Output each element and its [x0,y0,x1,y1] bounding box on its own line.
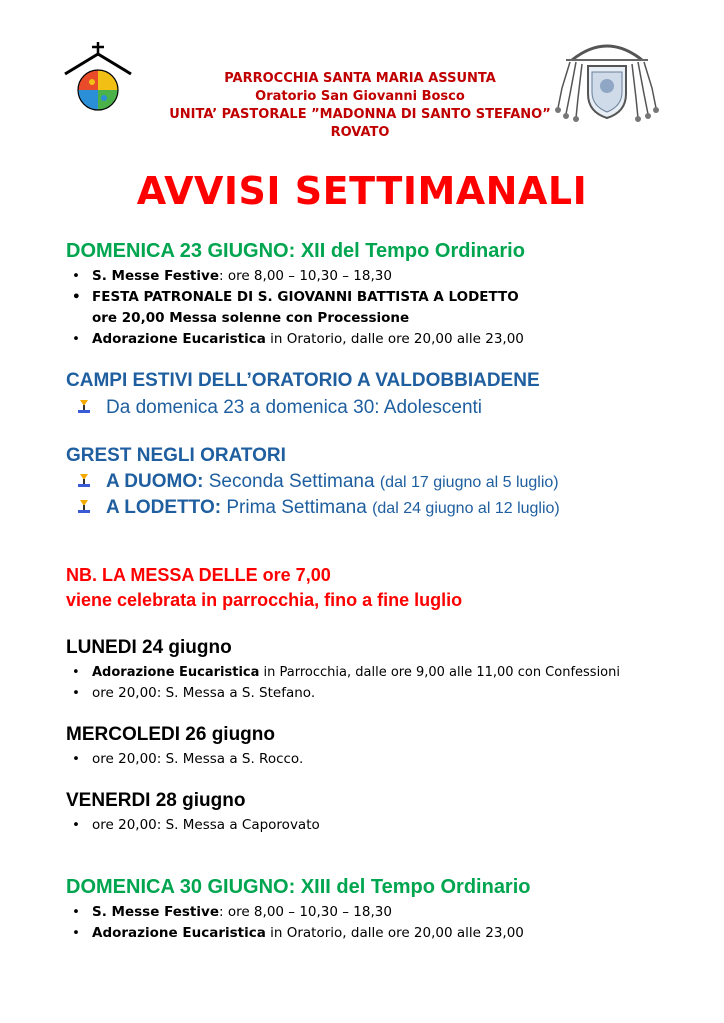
page-title: AVVISI SETTIMANALI [136,169,588,213]
grest-item-lodetto: A LODETTO: Prima Settimana (dal 24 giugno al 12 luglio) [76,495,560,522]
list-item: • S. Messe Festive: ore 8,00 – 10,30 – 18,30 [66,266,524,287]
venerdi-list [66,815,320,836]
list-item: • Adorazione Eucaristica in Oratorio, dalle ore 20,00 alle 23,00 [66,329,524,350]
town-name: ROVATO [330,125,390,140]
sunday-23-heading: DOMENICA 23 GIUGNO: XII del Tempo Ordinario [66,240,525,262]
grest-heading: GREST NEGLI ORATORI [66,445,286,466]
sunday-30-heading: DOMENICA 30 GIUGNO: XIII del Tempo Ordinario [66,876,531,898]
pastoral-unit-name: UNITA’ PASTORALE ”MADONNA DI SANTO STEFANO” [169,107,551,122]
list-item: • ore 20,00: S. Messa a S. Rocco. [66,749,303,770]
arrow-bullet-icon [76,499,92,515]
nb-line-2: viene celebrata in parrocchia, fino a fine luglio [66,590,463,610]
venerdi-heading: VENERDI 28 giugno [66,790,246,811]
list-item-continuation: ore 20,00 Messa solenne con Processione [92,310,410,326]
list-item: • Adorazione Eucaristica in Oratorio, dalle ore 20,00 alle 23,00 [66,923,524,944]
arrow-bullet-icon [76,399,92,415]
oratorio-name: Oratorio San Giovanni Bosco [255,89,465,104]
arrow-bullet-icon [76,473,92,489]
lunedi-heading: LUNEDI 24 giugno [66,637,232,658]
grest-item-duomo: A DUOMO: Seconda Settimana (dal 17 giugno al 5 luglio) [76,469,559,496]
parish-name: PARROCCHIA SANTA MARIA ASSUNTA [224,71,496,86]
list-item: • S. Messe Festive: ore 8,00 – 10,30 – 18,30 [66,902,524,923]
campi-item: Da domenica 23 a domenica 30: Adolescenti [76,395,482,421]
list-item: • ore 20,00: S. Messa a Caporovato [66,815,320,836]
lunedi-list [66,662,620,704]
list-item: • FESTA PATRONALE DI S. GIOVANNI BATTISTA A LODETTO [66,287,524,308]
list-item: • Adorazione Eucaristica in Parrocchia, dalle ore 9,00 alle 11,00 con Confessioni [66,662,620,683]
sunday-23-list [66,266,524,350]
sunday-30-list [66,902,524,944]
parish-header [100,70,620,142]
mercoledi-heading: MERCOLEDI 26 giugno [66,724,275,745]
mercoledi-list [66,749,303,770]
list-item: • ore 20,00: S. Messa a S. Stefano. [66,683,620,704]
nb-line-1: NB. LA MESSA DELLE ore 7,00 [66,565,331,585]
campi-heading: CAMPI ESTIVI DELL’ORATORIO A VALDOBBIADENE [66,370,540,391]
